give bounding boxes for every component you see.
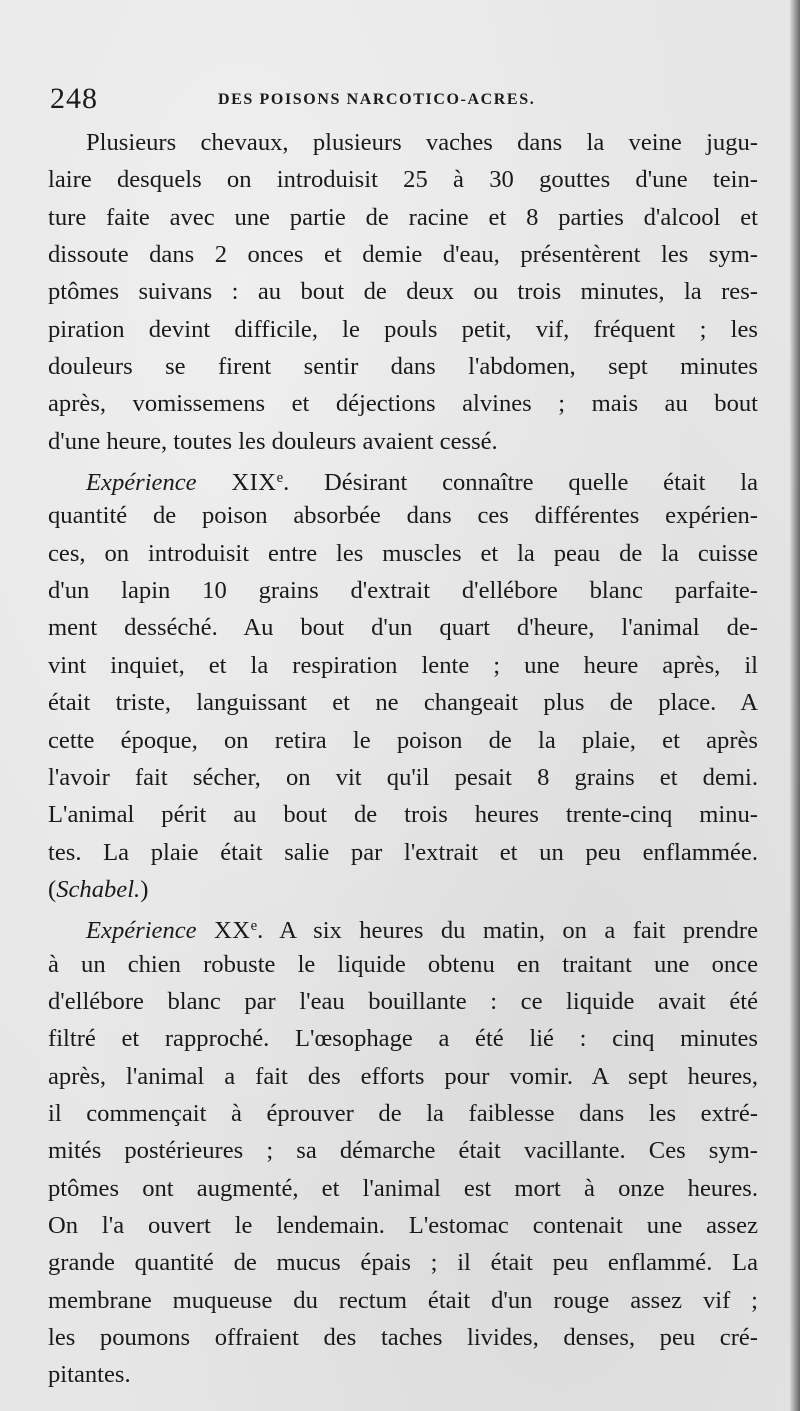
text-line: tes. La plaie était salie par l'extrait et un peu enflammée. — [48, 838, 758, 866]
text-line: ptômes ont augmenté, et l'animal est mort à onze heures. — [48, 1174, 758, 1202]
text-line: après, vomissemens et déjections alvines ; mais au bout — [48, 390, 758, 418]
text-line: laire desquels on introduisit 25 à 30 gouttes d'une tein- — [48, 166, 758, 194]
text-line — [48, 908, 758, 945]
text-line: douleurs se firent sentir dans l'abdomen, sept minutes — [48, 353, 758, 381]
text-line: les poumons offraient des taches livides, denses, peu cré- — [48, 1324, 758, 1351]
text-line: pitantes. — [48, 1361, 131, 1389]
text-line: était triste, languissant et ne changeait plus de place. A — [48, 689, 758, 717]
paren-open: ( — [48, 875, 57, 903]
ordinal-suffix: e — [250, 918, 258, 935]
text-line: L'animal périt au bout de trois heures trente-cinq minu- — [48, 801, 758, 829]
page-edge-shadow — [790, 0, 800, 1411]
text-line: ment desséché. Au bout d'un quart d'heure, l'animal de- — [48, 614, 758, 642]
text-line: d'une heure, toutes les douleurs avaient cessé. — [48, 427, 498, 455]
ordinal-suffix: e — [276, 470, 284, 487]
text-line: d'un lapin 10 grains d'extrait d'ellébore blanc parfaite- — [48, 577, 758, 605]
text-line: Plusieurs chevaux, plusieurs vaches dans la veine jugu- — [86, 129, 758, 156]
text-line: On l'a ouvert le lendemain. L'estomac contenait une assez — [48, 1211, 758, 1239]
text-line: dissoute dans 2 onces et demie d'eau, présentèrent les sym- — [48, 241, 758, 269]
text-line: il commençait à éprouver de la faiblesse dans les extré- — [48, 1099, 758, 1127]
text-line: d'ellébore blanc par l'eau bouillante : ce liquide avait été — [48, 987, 758, 1015]
text-line: quantité de poison absorbée dans ces différentes expérien- — [48, 502, 758, 530]
text-line: piration devint difficile, le pouls petit, vif, fréquent ; les — [48, 315, 758, 343]
text-fragment: . A six heures du matin, on a fait prendre — [257, 917, 758, 945]
text-line: cette époque, on retira le poison de la plaie, et après — [48, 726, 758, 754]
text-line: après, l'animal a fait des efforts pour vomir. A sept heures, — [48, 1062, 758, 1090]
paragraph-experience-19 — [48, 460, 758, 908]
text-line: ces, on introduisit entre les muscles et la peau de la cuisse — [48, 539, 758, 567]
paren-close: ) — [140, 875, 149, 903]
text-line: vint inquiet, et la respiration lente ; une heure après, il — [48, 651, 758, 679]
experience-number: XX — [214, 917, 251, 945]
page-number: 248 — [50, 82, 98, 115]
experience-label: Expérience — [86, 469, 197, 497]
text-fragment: . Désirant connaître quelle était la — [283, 469, 758, 497]
text-line — [48, 460, 758, 497]
experience-number: XIX — [231, 469, 277, 497]
source-citation — [48, 871, 758, 908]
page-header — [50, 82, 755, 118]
paragraph-1 — [48, 124, 758, 460]
text-line: filtré et rapproché. L'œsophage a été lié : cinq minutes — [48, 1025, 758, 1053]
text-line: l'avoir fait sécher, on vit qu'il pesait 8 grains et demi. — [48, 763, 758, 791]
running-title: DES POISONS NARCOTICO-ACRES. — [218, 91, 536, 108]
text-line: à un chien robuste le liquide obtenu en traitant une once — [48, 950, 758, 978]
body-text — [48, 124, 758, 1394]
text-line: mités postérieures ; sa démarche était vacillante. Ces sym- — [48, 1137, 758, 1165]
text-line: membrane muqueuse du rectum était d'un rouge assez vif ; — [48, 1286, 758, 1314]
text-line: ptômes suivans : au bout de deux ou trois minutes, la res- — [48, 278, 758, 306]
experience-label: Expérience — [86, 917, 197, 945]
text-line: grande quantité de mucus épais ; il était peu enflammé. La — [48, 1249, 758, 1277]
source-name: Schabel. — [56, 875, 141, 903]
paragraph-experience-20 — [48, 908, 758, 1393]
text-line: ture faite avec une partie de racine et 8 parties d'alcool et — [48, 203, 758, 231]
